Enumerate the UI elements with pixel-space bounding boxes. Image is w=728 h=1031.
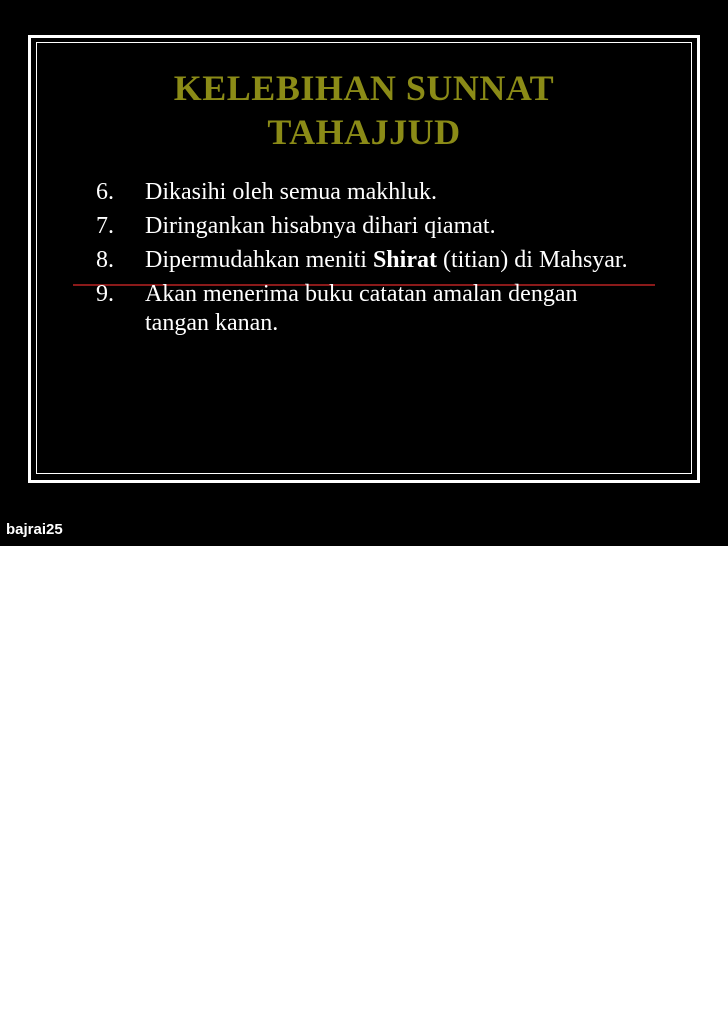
watermark-text: bajrai25 <box>6 521 63 538</box>
slide-title-line-1: KELEBIHAN SUNNAT <box>173 68 555 108</box>
list-item-text-end: (titian) di Mahsyar. <box>436 247 628 273</box>
list-item-number: 8. <box>96 247 114 273</box>
benefit-list <box>96 178 636 343</box>
list-item-text-start: Dipermudahkan meniti <box>145 247 373 273</box>
slide-title-line-2: TAHAJJUD <box>267 112 461 152</box>
list-item-number: 6. <box>96 179 114 205</box>
list-item-number: 7. <box>96 213 114 239</box>
list-item-text: Akan menerima buku catatan amalan dengan tangan kanan. <box>145 281 578 336</box>
list-item <box>96 178 636 207</box>
list-item <box>96 212 636 241</box>
list-item-text: Diringankan hisabnya dihari qiamat. <box>145 213 496 239</box>
list-item-text: Dikasihi oleh semua makhluk. <box>145 179 437 205</box>
list-item-number: 9. <box>96 281 114 307</box>
list-item <box>96 246 636 275</box>
slide-title <box>100 66 628 154</box>
list-item <box>96 280 636 338</box>
list-item-bold-term: Shirat <box>372 247 437 273</box>
